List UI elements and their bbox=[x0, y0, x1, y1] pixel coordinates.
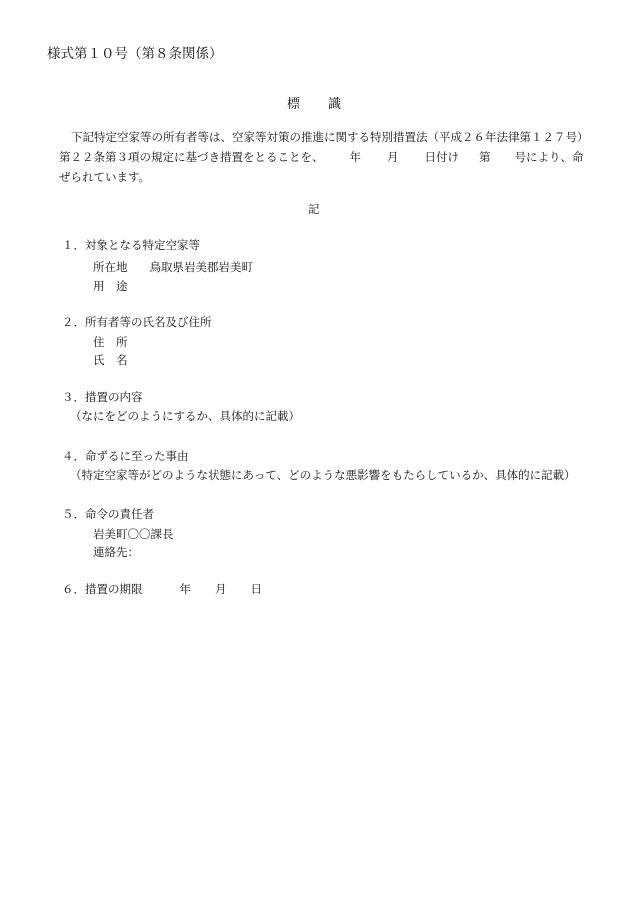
section-5-heading: ５．命令の責任者 bbox=[62, 507, 154, 521]
address-label: 住 所 bbox=[93, 335, 128, 349]
intro-line-1: 下記特定空家等の所有者等は、空家等対策の推進に関する特別措置法（平成２６年法律第１２７号） bbox=[71, 130, 589, 144]
name-label: 氏 名 bbox=[93, 353, 128, 367]
section-6-row bbox=[62, 584, 262, 596]
section-1-location-row bbox=[93, 262, 253, 274]
intro-dai: 第 bbox=[479, 150, 491, 164]
use-label: 用 途 bbox=[93, 279, 128, 293]
document-title bbox=[287, 98, 341, 111]
section-4-heading: ４．命ずるに至った事由 bbox=[62, 449, 189, 463]
deadline-day: 日 bbox=[250, 582, 262, 596]
section-3-note: （なにをどのようにするか、具体的に記載） bbox=[70, 409, 300, 423]
intro-paragraph bbox=[59, 127, 589, 187]
intro-line-3: ぜられています。 bbox=[59, 170, 151, 184]
deadline-year: 年 bbox=[179, 582, 191, 596]
responsible-officer: 岩美町〇〇課長 bbox=[93, 527, 174, 541]
form-number: 様式第１０号（第８条関係） bbox=[47, 46, 223, 62]
intro-month: 月 bbox=[387, 150, 399, 164]
section-6-heading: ６．措置の期限 bbox=[62, 582, 143, 596]
title-char-2: 識 bbox=[328, 97, 342, 112]
location-value: 鳥取県岩美郡岩美町 bbox=[149, 260, 253, 274]
section-3-heading: ３．措置の内容 bbox=[62, 390, 143, 404]
section-4-note: （特定空家等がどのような状態にあって、どのような悪影響をもたらしているか、具体的に記載） bbox=[70, 468, 576, 482]
intro-line-2 bbox=[59, 147, 589, 167]
contact-label: 連絡先： bbox=[93, 545, 139, 559]
intro-year: 年 bbox=[349, 150, 361, 164]
deadline-month: 月 bbox=[215, 582, 227, 596]
section-1-heading: １．対象となる特定空家等 bbox=[62, 238, 200, 252]
intro-dated: 日付け bbox=[424, 150, 459, 164]
intro-line-2-end: 号により、命 bbox=[514, 150, 584, 164]
location-label: 所在地 bbox=[93, 260, 128, 274]
intro-line-2-start: 第２２条第３項の規定に基づき措置をとることを、 bbox=[59, 150, 324, 164]
ki-label: 記 bbox=[308, 202, 320, 216]
section-2-heading: ２．所有者等の氏名及び住所 bbox=[62, 315, 212, 329]
title-char-1: 標 bbox=[287, 97, 301, 112]
